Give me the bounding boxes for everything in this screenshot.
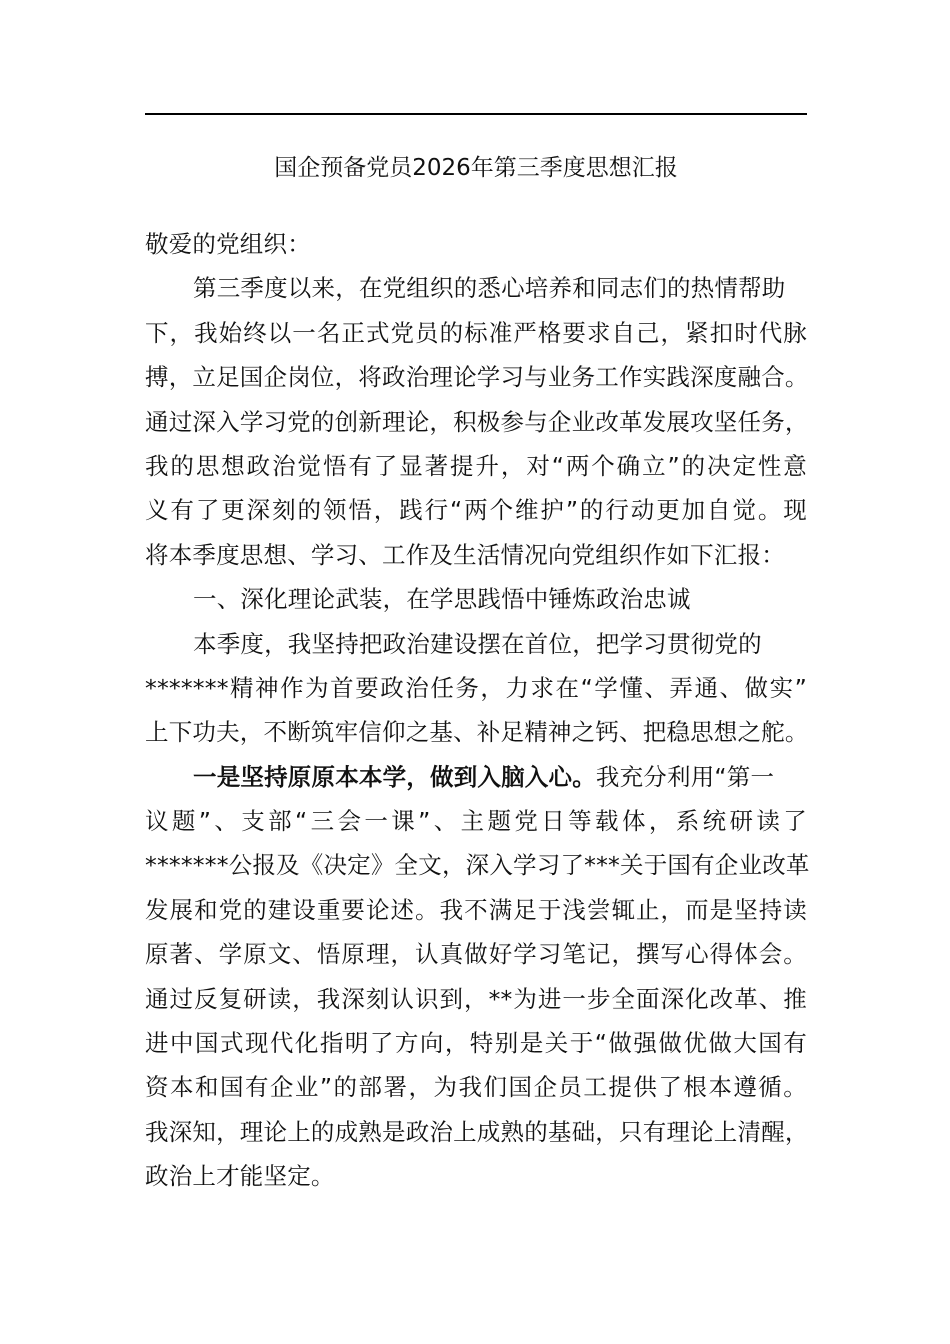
paragraph-line: 发展和党的建设重要论述。我不满足于浅尝辄止，而是坚持读 [145,895,807,924]
paragraph-line: 本季度，我坚持把政治建设摆在首位，把学习贯彻党的 [193,629,762,658]
point-one-line [145,755,815,799]
section-heading: 一、深化理论武装，在学思践悟中锤炼政治忠诚 [193,585,691,614]
document-body [145,222,815,1199]
paragraph-line: 议题”、支部“三会一课”、主题党日等载体，系统研读了 [145,807,807,836]
paragraph-line: 第三季度以来，在党组织的悉心培养和同志们的热情帮助 [193,274,786,303]
point-one-lead: 一是坚持原原本本学，做到入脑入心。 [193,762,596,791]
paragraph-line: 我深知，理论上的成熟是政治上成熟的基础，只有理论上清醒， [145,1117,809,1146]
paragraph-line: 进中国式现代化指明了方向，特别是关于“做强做优做大国有 [145,1029,807,1058]
paragraph-line: 上下功夫，不断筑牢信仰之基、补足精神之钙、把稳思想之舵。 [145,718,809,747]
paragraph-line: 资本和国有企业”的部署，为我们国企员工提供了根本遵循。 [145,1073,807,1102]
paragraph-line: 下，我始终以一名正式党员的标准严格要求自己，紧扣时代脉 [145,318,807,347]
paragraph-line: 搏，立足国企岗位，将政治理论学习与业务工作实践深度融合。 [145,363,809,392]
paragraph-line: *******公报及《决定》全文，深入学习了***关于国有企业改革 [145,851,810,880]
paragraph-line: *******精神作为首要政治任务，力求在“学懂、弄通、做实” [145,673,807,702]
paragraph-line: 通过深入学习党的创新理论，积极参与企业改革发展攻坚任务， [145,407,809,436]
paragraph-line: 通过反复研读，我深刻认识到，**为进一步全面深化改革、推 [145,984,807,1013]
salutation: 敬爱的党组织： [145,230,311,258]
point-one-text: 我充分利用“第一 [595,762,775,791]
paragraph-line: 原著、学原文、悟原理，认真做好学习笔记，撰写心得体会。 [145,940,807,969]
paragraph-line: 义有了更深刻的领悟，践行“两个维护”的行动更加自觉。现 [145,496,807,525]
header-rule [145,113,807,115]
paragraph-line: 将本季度思想、学习、工作及生活情况向党组织作如下汇报： [145,540,785,569]
paragraph-line: 我的思想政治觉悟有了显著提升，对“两个确立”的决定性意 [145,451,807,480]
document-title: 国企预备党员2026年第三季度思想汇报 [274,155,678,181]
paragraph-line: 政治上才能坚定。 [145,1162,335,1191]
